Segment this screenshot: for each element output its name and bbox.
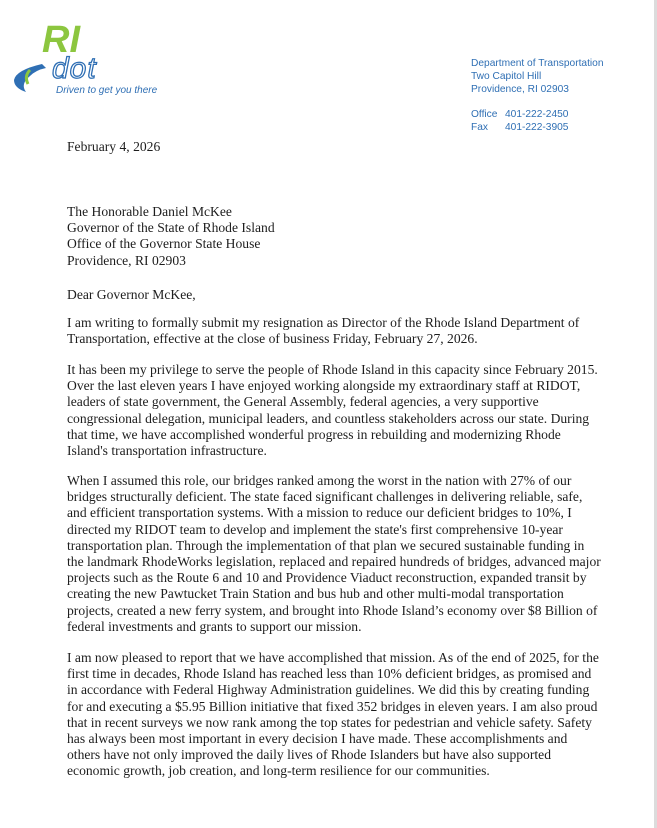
paragraph-line: projects, created a new ferry system, and brought into Rhode Island’s economy over $8 Billion of	[67, 602, 598, 618]
contact-block	[471, 108, 641, 134]
paragraph-resignation	[67, 315, 623, 347]
paragraph-line: and efficient transportation systems. With a mission to reduce our deficient bridges to 10%, I	[67, 505, 572, 521]
fax-number: 401-222-3905	[505, 122, 569, 133]
paragraph-line: congressional delegation, municipal leaders, and countless stakeholders across our state. During	[67, 410, 590, 426]
recipient-line: Providence, RI 02903	[67, 252, 186, 268]
ridot-logo	[12, 18, 187, 100]
paragraph-line: federal investments and grants to support our mission.	[67, 618, 362, 634]
letter-date: February 4, 2026	[67, 139, 161, 154]
office-row	[471, 108, 641, 121]
recipient-line: The Honorable Daniel McKee	[67, 204, 232, 219]
paragraph-line: Transportation, effective at the close of business Friday, February 27, 2026.	[67, 331, 478, 347]
paragraph-line: Island's transportation infrastructure.	[67, 443, 267, 459]
fax-row	[471, 121, 641, 134]
paragraph-line: I am now pleased to report that we have accomplished that mission. As of the end of 2025, for the	[67, 650, 599, 665]
paragraph-privilege	[67, 362, 623, 459]
street-address: Two Capitol Hill	[471, 71, 542, 82]
paragraph-line: for and executing a $5.95 Billion initiative that fixed 352 bridges in eleven years. I am also proud	[67, 698, 598, 714]
logo-swoosh-icon	[14, 64, 46, 92]
paragraph-line: the landmark RhodeWorks legislation, replaced and repaired hundreds of bridges, advanced major	[67, 554, 601, 570]
logo-ri-text: RI	[42, 19, 80, 61]
paragraph-line: first time in decades, Rhode Island has reached less than 10% deficient bridges, as promised and	[67, 666, 592, 682]
logo-dot-text: DOT	[52, 52, 97, 85]
paragraph-line: others have not only improved the daily lives of Rhode Islanders but have also supported	[67, 747, 551, 763]
salutation: Dear Governor McKee,	[67, 287, 196, 302]
paragraph-line: projects such as the Route 6 and 10 and Providence Viaduct reconstruction, expanded transit by	[67, 570, 587, 586]
paragraph-line: in accordance with Federal Highway Administration guidelines. We did this by creating funding	[67, 682, 590, 698]
paragraph-line: that in recent surveys we now rank among the top states for pedestrian and vehicle safety. Safety	[67, 714, 592, 730]
paragraph-line: transportation plan. Through the implementation of that plan we secured sustainable funding in	[67, 537, 585, 553]
paragraph-bridges	[67, 473, 623, 635]
paragraph-line: creating the new Pawtucket Train Station and bus hub and other multi-modal transportation	[67, 586, 564, 602]
paragraph-line: leaders of state government, the General Assembly, federal agencies, a very supportive	[67, 394, 539, 410]
recipient-line: Governor of the State of Rhode Island	[67, 220, 275, 236]
paragraph-mission	[67, 650, 623, 780]
paragraph-line: I am writing to formally submit my resignation as Director of the Rhode Island Department of	[67, 315, 580, 330]
paragraph-line: Over the last eleven years I have enjoyed working alongside my extraordinary staff at RIDOT,	[67, 378, 581, 394]
fax-label: Fax	[471, 122, 488, 133]
paragraph-line: economic growth, job creation, and long-term resilience for our communities.	[67, 763, 490, 779]
logo-tagline: Driven to get you there	[56, 85, 158, 96]
office-number: 401-222-2450	[505, 109, 569, 120]
recipient-address	[67, 204, 623, 269]
paragraph-line: directed my RIDOT team to develop and implement the state's first comprehensive 10-year	[67, 521, 563, 537]
letterhead-address	[471, 57, 641, 134]
paragraph-line: When I assumed this role, our bridges ranked among the worst in the nation with 27% of our	[67, 473, 572, 488]
paragraph-line: It has been my privilege to serve the people of Rhode Island in this capacity since February 2015.	[67, 362, 598, 377]
department-name: Department of Transportation	[471, 58, 604, 69]
recipient-line: Office of the Governor State House	[67, 236, 261, 252]
office-label: Office	[471, 109, 498, 120]
paragraph-line: has always been most important in every decision I have made. These accomplishments and	[67, 731, 568, 747]
city-address: Providence, RI 02903	[471, 84, 569, 95]
paragraph-line: bridges structurally deficient. The state faced significant challenges in delivering reliable, safe,	[67, 489, 583, 505]
paragraph-line: that time, we have accomplished wonderful progress in rebuilding and modernizing Rhode	[67, 426, 561, 442]
